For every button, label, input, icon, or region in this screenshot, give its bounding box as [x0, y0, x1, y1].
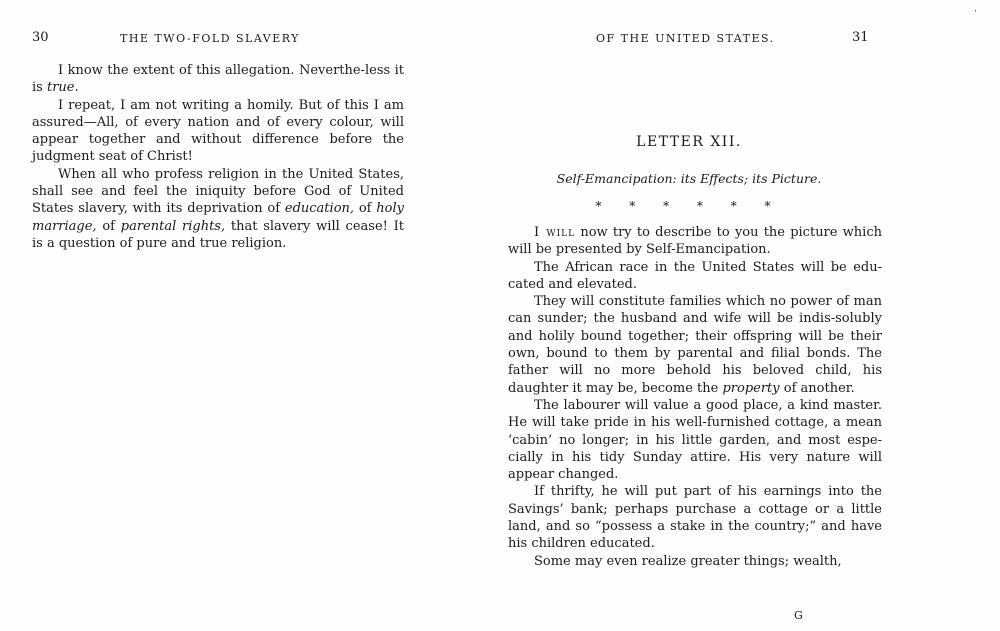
right-running-head: OF THE UNITED STATES. — [596, 32, 775, 45]
signature-mark: G — [794, 609, 803, 622]
italic-text: property — [722, 380, 780, 396]
left-running-head: THE TWO-FOLD SLAVERY — [120, 32, 300, 45]
first-word: I will — [534, 225, 576, 240]
section-stars: * * * * * * — [595, 199, 783, 213]
text-segment: I know the extent of this allegation. Neverthe-less it is — [32, 63, 404, 96]
paragraph — [508, 259, 882, 294]
text-segment: of — [96, 218, 121, 234]
right-page-number: 31 — [852, 30, 869, 45]
paragraph — [508, 224, 882, 259]
paragraph — [508, 553, 882, 570]
text-segment: that slavery will cease! It is a question of pure and true religion. — [32, 218, 404, 251]
text-segment: The labourer will value a good place, a kind master. He will take pride in his well-furnished cottage, a mean ‘cabin’ no longer; in his little garden, and most espe-cially in his tidy Sunday attire. His very nature will appear changed. — [508, 397, 882, 483]
paragraph — [32, 62, 404, 97]
left-page-number: 30 — [32, 30, 49, 45]
right-page — [490, 0, 1000, 631]
left-page — [0, 0, 470, 631]
edge-mark-decoration: ˈ — [974, 8, 978, 21]
paragraph — [32, 97, 404, 166]
text-segment: When all who profess religion in the United States, shall see and feel the iniquity before God of United States slavery, with its deprivation of — [32, 166, 404, 217]
italic-text: education, — [284, 201, 355, 217]
left-body-text — [32, 62, 404, 252]
text-segment: of another. — [779, 380, 855, 396]
text-segment: If thrifty, he will put part of his earnings into the Savings’ bank; perhaps purchase a cottage or a little land, and so “possess a stake in the country;” and have his children educated. — [508, 484, 882, 552]
text-segment: The African race in the United States will be edu-cated and elevated. — [508, 259, 882, 292]
text-segment: Some may even realize greater things; wealth, — [534, 553, 842, 569]
text-segment: I repeat, I am not writing a homily. But of this I am assured—All, of every nation and of every colour, will appear together and without difference before the judgment seat of Christ! — [32, 97, 404, 165]
paragraph — [508, 293, 882, 397]
italic-text: parental rights, — [120, 218, 226, 234]
paragraph — [508, 397, 882, 483]
italic-text: holy marriage, — [32, 201, 404, 234]
letter-title: LETTER XII. — [636, 134, 742, 150]
right-body-text — [508, 224, 882, 570]
text-segment: now try to describe to you the picture which will be presented by Self-Emancipation. — [508, 225, 882, 258]
text-segment: of — [354, 201, 377, 217]
paragraph — [32, 166, 404, 252]
letter-subtitle: Self-Emancipation: its Effects; its Picture. — [556, 171, 822, 186]
italic-text: true. — [46, 80, 79, 96]
paragraph — [508, 483, 882, 552]
text-segment: They will constitute families which no power of man can sunder; the husband and wife will be indis-solubly and holily bound together; their offspring will be their own, bound to them by parental and filial bonds. The father will no more behold his beloved child, his daughter it may be, become the — [508, 294, 882, 396]
